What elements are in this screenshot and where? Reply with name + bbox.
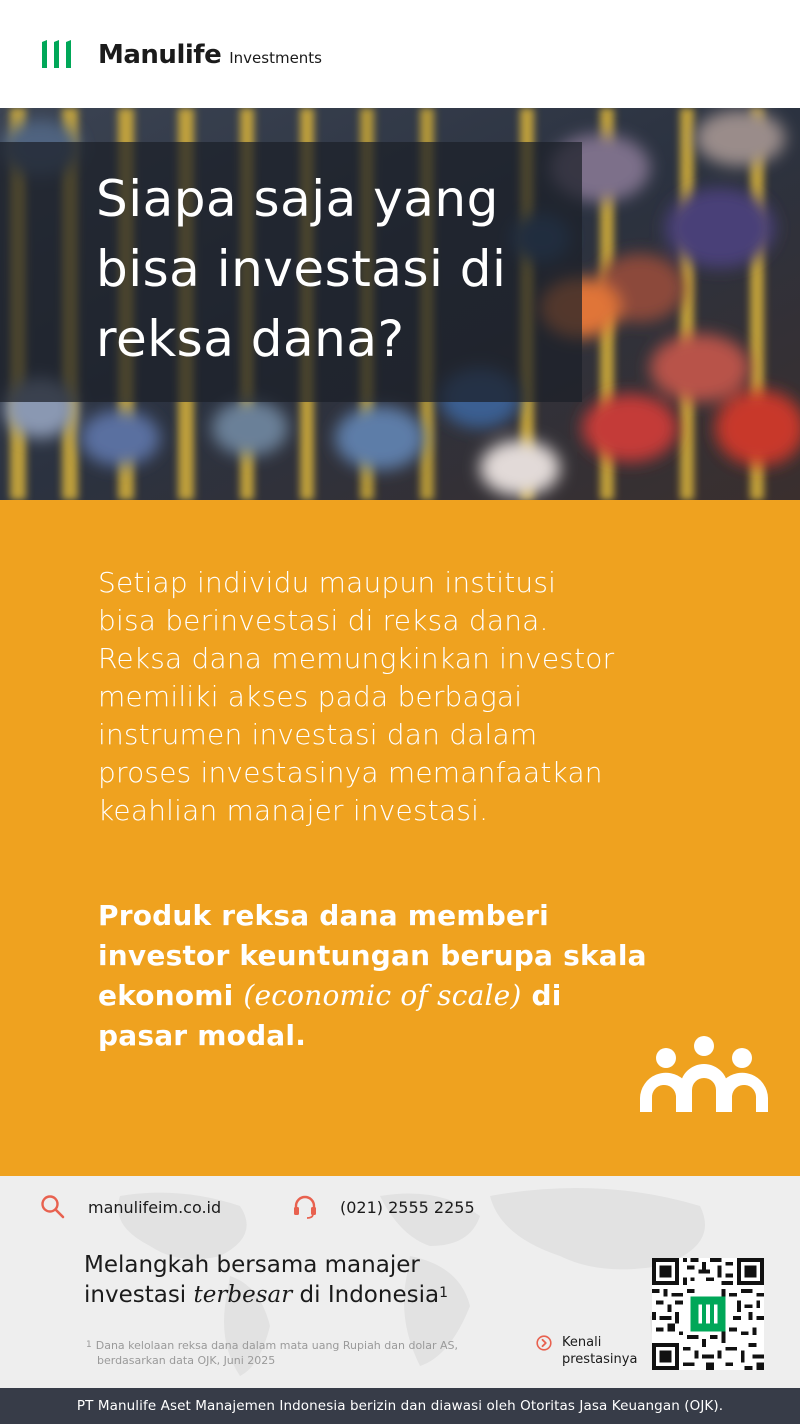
tagline-text: investasi <box>84 1282 194 1308</box>
description-line: bisa berinvestasi di reksa dana. <box>98 604 549 637</box>
tagline-line: Melangkah bersama manajer <box>84 1252 420 1278</box>
description-line: keahlian manajer investasi. <box>98 794 489 827</box>
brand-name: Manulife <box>98 40 222 70</box>
description-line: memiliki akses pada berbagai <box>98 680 523 713</box>
highlight-text: ekonomi <box>98 979 244 1012</box>
regulatory-text: PT Manulife Aset Manajemen Indonesia berizin dan diawasi oleh Otoritas Jasa Keuangan (OJK). <box>76 1398 724 1414</box>
highlight-line: investor keuntungan berupa skala <box>98 939 647 972</box>
footnote-line <box>86 1353 506 1368</box>
kenali-line: prestasinya <box>562 1352 638 1367</box>
search-icon <box>40 1194 66 1220</box>
footnote-mark: 1 <box>86 1340 92 1350</box>
highlight-paragraph <box>98 896 678 1056</box>
hero-title-line: reksa dana? <box>96 310 405 368</box>
manulife-logo-icon <box>40 38 74 70</box>
description-line: instrumen investasi dan dalam <box>98 718 538 751</box>
qr-code-icon[interactable] <box>652 1258 764 1370</box>
content-section <box>0 500 800 1176</box>
kenali-label <box>562 1334 642 1368</box>
tagline-text: di Indonesia <box>292 1282 440 1308</box>
phone-contact[interactable] <box>292 1194 475 1220</box>
highlight-line: Produk reksa dana memberi <box>98 899 549 932</box>
phone-number[interactable]: (021) 2555 2255 <box>340 1197 475 1217</box>
description-line: proses investasinya memanfaatkan <box>98 756 603 789</box>
tagline <box>84 1250 524 1310</box>
highlight-italic-term: (economic of scale) <box>243 979 522 1012</box>
footnote <box>86 1338 506 1368</box>
highlight-text: di <box>521 979 562 1012</box>
kenali-prestasi-link[interactable] <box>536 1334 642 1368</box>
tagline-emphasis: terbesar <box>193 1282 293 1308</box>
regulatory-bar <box>0 1388 800 1424</box>
brand-subtitle: Investments <box>229 49 322 67</box>
kenali-line: Kenali <box>562 1335 602 1350</box>
footnote-text: Dana kelolaan reksa dana dalam mata uang Rupiah dan dolar AS, <box>95 1339 459 1352</box>
brand-logo[interactable] <box>40 38 322 70</box>
description-line: Setiap individu maupun institusi <box>98 566 557 599</box>
description-line: Reksa dana memungkinkan investor <box>98 642 615 675</box>
website-contact[interactable] <box>40 1194 221 1220</box>
tagline-line <box>84 1280 524 1310</box>
website-link[interactable]: manulifeim.co.id <box>88 1197 222 1217</box>
hero-banner <box>0 108 800 500</box>
footnote-reference: 1 <box>439 1285 448 1301</box>
footnote-text: berdasarkan data OJK, Juni 2025 <box>97 1354 276 1367</box>
chevron-right-circle-icon <box>536 1335 552 1351</box>
footnote-line <box>86 1338 506 1353</box>
footer <box>0 1176 800 1388</box>
hero-title-line: Siapa saja yang <box>96 170 499 228</box>
description-paragraph <box>98 564 658 830</box>
header <box>0 0 800 108</box>
headset-icon <box>292 1194 318 1220</box>
highlight-line <box>98 976 678 1016</box>
highlight-line: pasar modal. <box>98 1019 307 1052</box>
hero-title-line: bisa investasi di <box>96 240 507 298</box>
hero-title <box>96 164 576 374</box>
people-group-icon <box>640 1036 768 1112</box>
